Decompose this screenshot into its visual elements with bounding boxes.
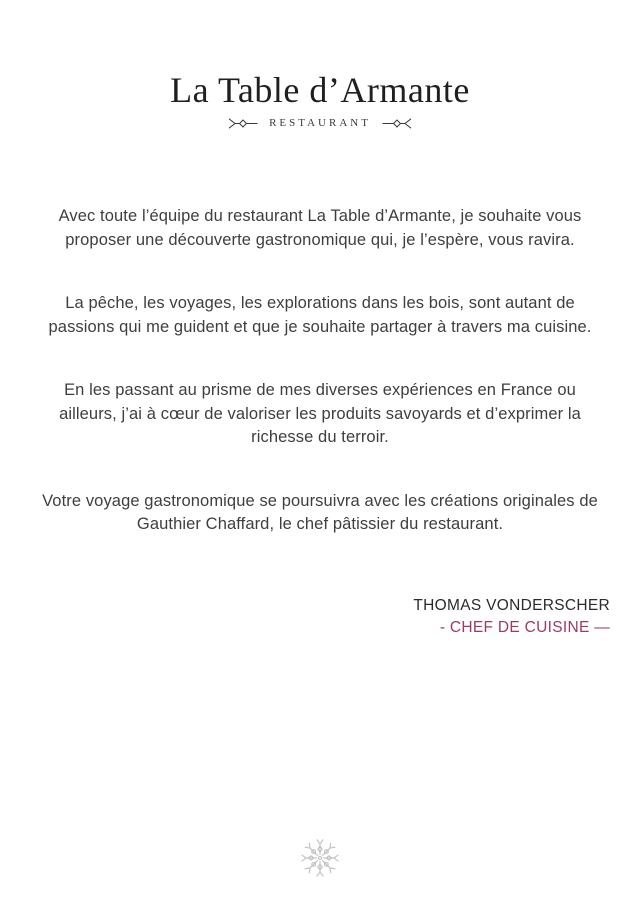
signature-block bbox=[0, 597, 640, 637]
chef-welcome-text bbox=[42, 205, 598, 537]
restaurant-subtitle-row bbox=[0, 117, 640, 129]
footer-ornament-area bbox=[0, 835, 640, 886]
restaurant-title: La Table d’Armante bbox=[170, 70, 470, 110]
intro-paragraph-1: Avec toute l’équipe du restaurant La Table d’Armante, je souhaite vous proposer une découverte gastronomique qui, je l’espère, vous ravira. bbox=[58, 207, 582, 249]
intro-paragraph-2: La pêche, les voyages, les explorations dans les bois, sont autant de passions qui me guident et que je souhaite partager à travers ma cuisine. bbox=[48, 294, 592, 336]
restaurant-header bbox=[0, 0, 640, 129]
arrow-diamond-flourish-left-icon bbox=[228, 118, 258, 129]
intro-paragraph-4: Votre voyage gastronomique se poursuivra avec les créations originales de Gauthier Chaffard, le chef pâtissier du restaurant. bbox=[42, 491, 598, 533]
intro-paragraph-3: En les passant au prisme de mes diverses expériences en France ou ailleurs, j’ai à cœur de valoriser les produits savoyards et d’exprimer la richesse du terroir. bbox=[59, 381, 581, 446]
arrow-diamond-flourish-right-icon bbox=[382, 118, 412, 129]
restaurant-subtitle: RESTAURANT bbox=[269, 117, 371, 129]
chef-name: THOMAS VONDERSCHER bbox=[413, 596, 610, 614]
chef-role: - CHEF DE CUISINE — bbox=[439, 618, 610, 636]
snowflake-icon bbox=[297, 835, 343, 881]
